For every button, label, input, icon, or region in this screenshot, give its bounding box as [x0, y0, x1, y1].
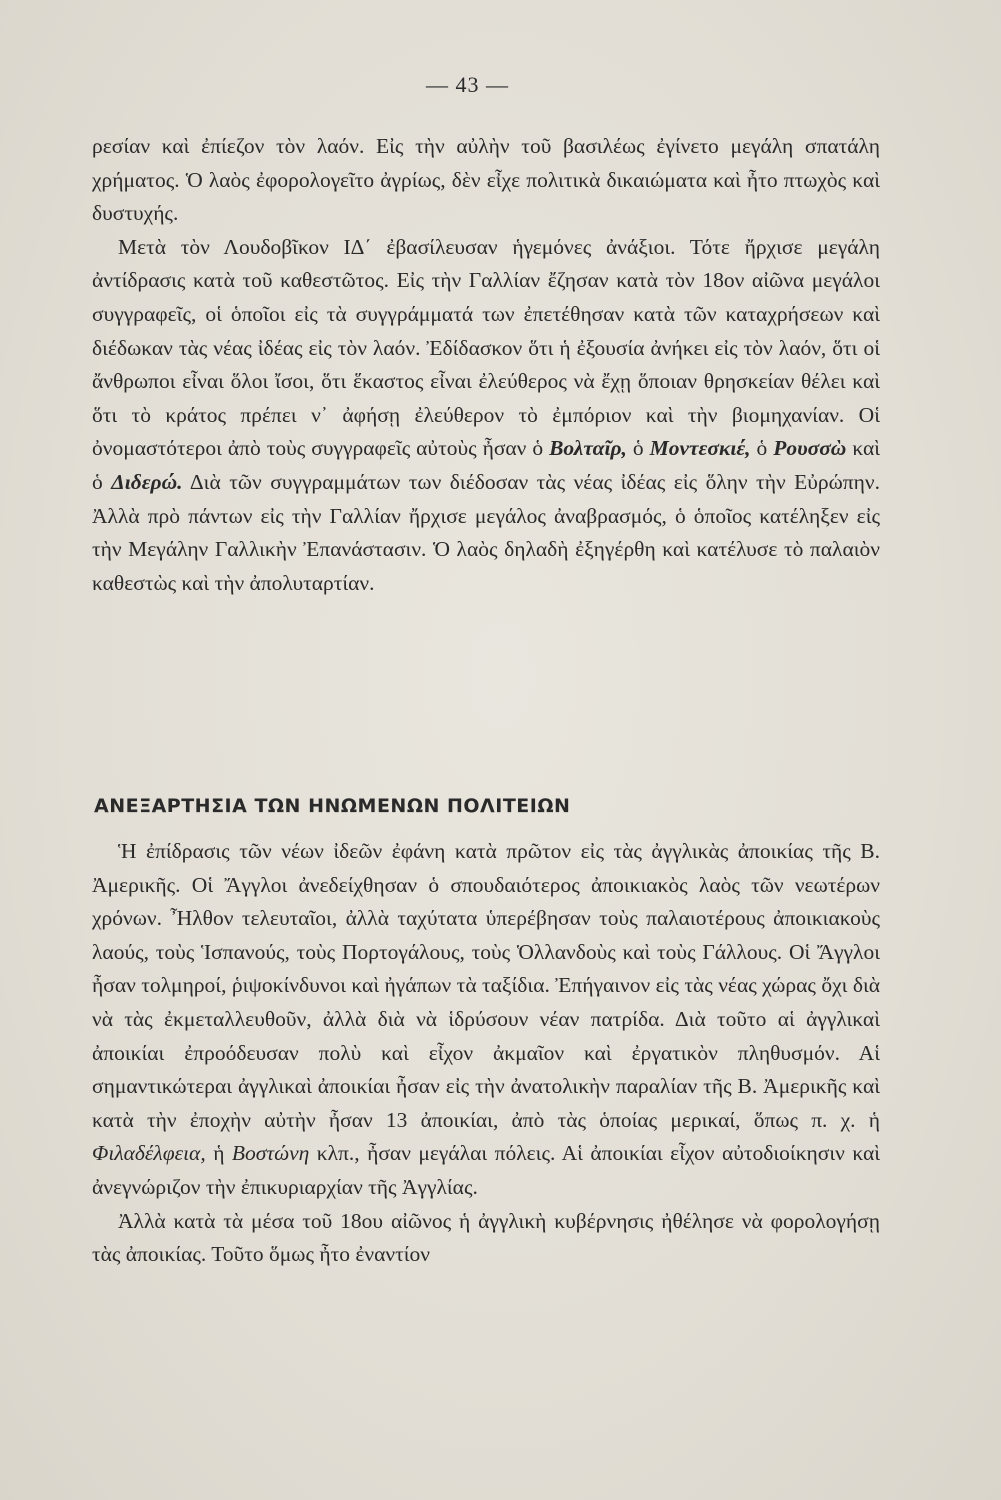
name-montesquieu: Μοντεσκιέ, — [649, 436, 751, 461]
article: ὁ — [632, 436, 644, 461]
city-philadelphia: Φιλαδέλφεια, — [92, 1141, 206, 1166]
paragraph — [92, 835, 880, 1205]
name-voltaire: Βολταῖρ, — [549, 436, 627, 461]
conjunction: καὶ ὁ — [92, 436, 881, 494]
article: ὁ — [756, 436, 768, 461]
paragraph: Ἀλλὰ κατὰ τὰ μέσα τοῦ 18ου αἰῶνος ἡ ἀγγλικὴ κυβέρνησις ἠθέλησε νὰ φορολογήσῃ τὰς ἀποικίας. Τοῦτο ὅμως ἦτο ἐναντίον — [92, 1208, 880, 1267]
paragraph-text: Διὰ τῶν συγγραμμάτων των διέδοσαν τὰς νέας ἰδέας εἰς ὅλην τὴν Εὐρώπην. Ἀλλὰ πρὸ πάντων εἰς τὴν Γαλλίαν ἤρχισε μεγάλος ἀναβρασμός, ὁ ὁποῖος κατέληξεν εἰς τὴν Μεγάλην Γαλλικὴν Ἐπανάστασιν. Ὁ λαὸς δηλαδὴ ἐξηγέρθη καὶ κατέλυσε τὸ παλαιὸν καθεστὼς καὶ τὴν ἀπολυταρτίαν. — [92, 469, 881, 595]
section-heading: ΑΝΕΞΑΡΤΗΣΙΑ ΤΩΝ ΗΝΩΜΕΝΩΝ ΠΟΛΙΤΕΙΩΝ — [94, 795, 571, 817]
paragraph-text: Μετὰ τὸν Λουδοβῖκον ΙΔ΄ ἐβασίλευσαν ἡγεμόνες ἀνάξιοι. Τότε ἤρχισε μεγάλη ἀντίδρασις κατὰ τοῦ καθεστῶτος. Εἰς τὴν Γαλλίαν ἔζησαν κατὰ τὸν 18ον αἰῶνα μεγάλοι συγγραφεῖς, οἱ ὁποῖοι εἰς τὰ συγγράμματά των ἐπετέθησαν κατὰ τῶν καταχρήσεων καὶ διέδωκαν τὰς νέας ἰδέας εἰς τὸν λαόν. Ἐδίδασκον ὅτι ἡ ἐξουσία ἀνήκει εἰς τὸν λαόν, ὅτι οἱ ἄνθρωποι εἶναι ὅλοι ἴσοι, ὅτι ἕκαστος εἶναι ἐλεύθερος νὰ ἔχῃ ὅποιαν θρησκείαν θέλει καὶ ὅτι τὸ κράτος πρέπει ν᾿ ἀφήσῃ ἐλεύθερον τὸ ἐμπόριον καὶ τὴν βιομηχανίαν. Οἱ ὀνομαστότεροι ἀπὸ τοὺς συγγραφεῖς αὐτοὺς ἦσαν ὁ — [92, 234, 880, 461]
paragraph: ρεσίαν καὶ ἐπίεζον τὸν λαόν. Εἰς τὴν αὐλὴν τοῦ βασιλέως ἐγίνετο μεγάλη σπατάλη χρήματος. Ὁ λαὸς ἐφορολογεῖτο ἀγρίως, δὲν εἶχε πολιτικὰ δικαιώματα καὶ ἦτο πτωχὸς καὶ δυστυχής. — [92, 134, 880, 226]
paragraph-text: κλπ., ἦσαν μεγάλαι πόλεις. Αἱ ἀποικίαι εἶχον αὐτοδιοίκησιν καὶ ἀνεγνώριζον τὴν ἐπικυριαρχίαν τῆς Ἀγγλίας. — [92, 1141, 881, 1199]
name-rousseau: Ρουσσὼ — [773, 436, 847, 461]
article: ἡ — [213, 1141, 225, 1166]
city-boston: Βοστώνη — [231, 1141, 310, 1166]
paragraph — [92, 231, 880, 601]
text-block-top — [92, 130, 880, 600]
page-number: — 43 — — [426, 72, 509, 97]
name-diderot: Διδερώ. — [111, 469, 183, 494]
text-block-bottom — [92, 835, 880, 1272]
paragraph-text: Ἡ ἐπίδρασις τῶν νέων ἰδεῶν ἐφάνη κατὰ πρῶτον εἰς τὰς ἀγγλικὰς ἀποικίας τῆς Β. Ἀμερικῆς. Οἱ Ἄγγλοι ἀνεδείχθησαν ὁ σπουδαιότερος ἀποικιακὸς λαὸς τῶν νεωτέρων χρόνων. Ἦλθον τελευταῖοι, ἀλλὰ ταχύτατα ὑπερέβησαν τοὺς παλαιοτέρους ἀποικιακοὺς λαούς, τοὺς Ἱσπανούς, τοὺς Πορτογάλους, τοὺς Ὁλλανδοὺς καὶ τοὺς Γάλλους. Οἱ Ἄγγλοι ἦσαν τολμηροί, ῥιψοκίνδυνοι καὶ ἠγάπων τὰ ταξίδια. Ἐπήγαινον εἰς τὰς νέας χώρας ὄχι διὰ νὰ τὰς ἐκμεταλλευθοῦν, ἀλλὰ διὰ νὰ ἱδρύσουν νέαν πατρίδα. Διὰ τοῦτο αἱ ἀγγλικαὶ ἀποικίαι ἐπροόδευσαν πολὺ καὶ εἶχον ἀκμαῖον καὶ ἐργατικὸν πληθυσμόν. Αἱ σημαντικώτεραι ἀγγλικαὶ ἀποικίαι ἦσαν εἰς τὴν ἀνατολικὴν παραλίαν τῆς Β. Ἀμερικῆς καὶ κατὰ τὴν ἐποχὴν αὐτὴν ἦσαν 13 ἀποικίαι, ἀπὸ τὰς ὁποίας μερικαί, ὅπως π. χ. ἡ — [92, 839, 880, 1132]
